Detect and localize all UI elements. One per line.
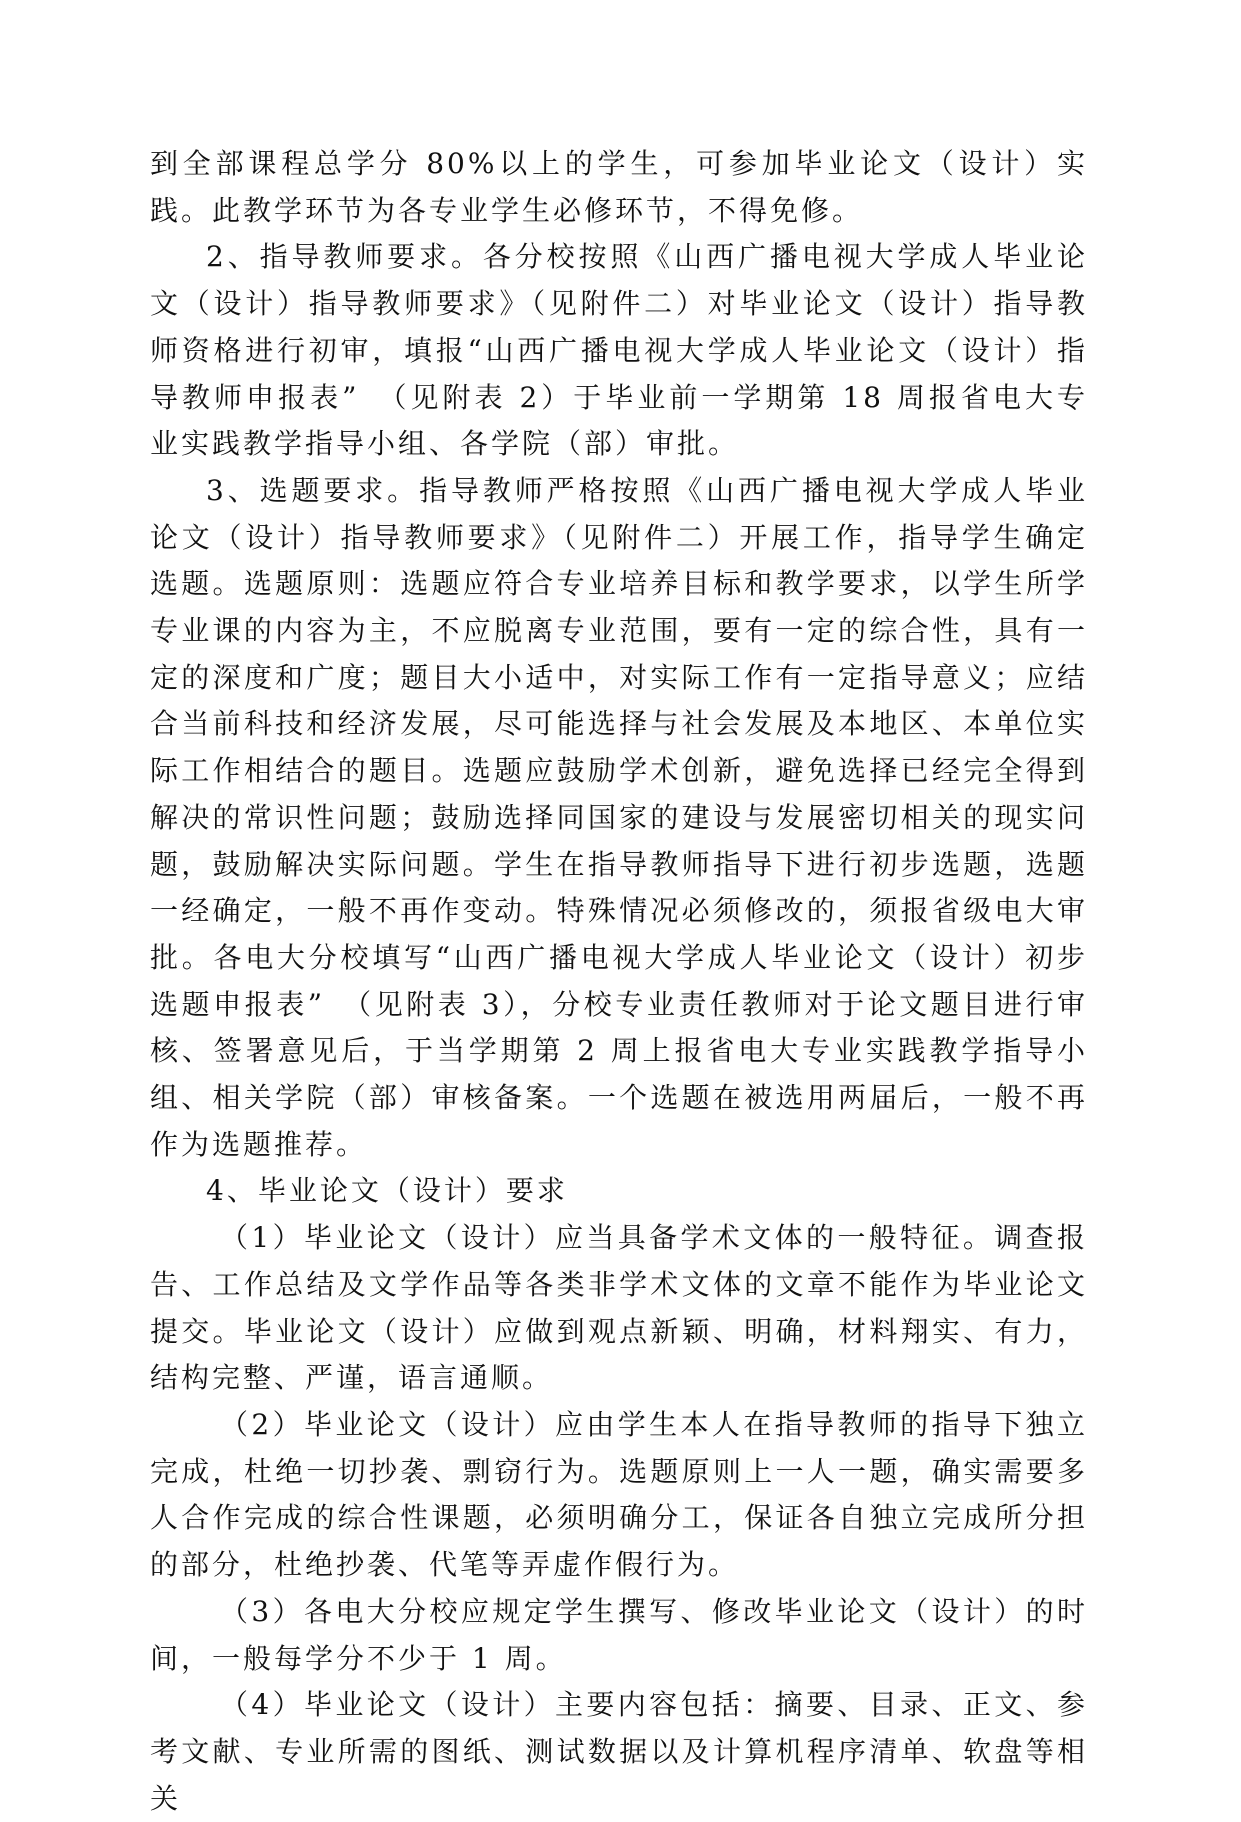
paragraph-topic-requirements: 3、选题要求。指导教师严格按照《山西广播电视大学成人毕业论文（设计）指导教师要求》（见附件二）开展工作，指导学生确定选题。选题原则：选题应符合专业培养目标和教学要求，以学生所学专业课的内容为主，不应脱离专业范围，要有一定的综合性，具有一定的深度和广度；题目大小适中，对实际工作有一定指导意义；应结合当前科技和经济发展，尽可能选择与社会发展及本地区、本单位实际工作相结合的题目。选题应鼓励学术创新，避免选择已经完全得到解决的常识性问题；鼓励选择同国家的建设与发展密切相关的现实问题，鼓励解决实际问题。学生在指导教师指导下进行初步选题，选题一经确定，一般不再作变动。特殊情况必须修改的，须报省级电大审批。各电大分校填写“山西广播电视大学成人毕业论文（设计）初步选题申报表” （见附表 3），分校专业责任教师对于论文题目进行审核、签署意见后，于当学期第 2 周上报省电大专业实践教学指导小组、相关学院（部）审核备案。一个选题在被选用两届后，一般不再作为选题推荐。 bbox=[150, 473, 1088, 1161]
paragraph-eligibility: 到全部课程总学分 80%以上的学生，可参加毕业论文（设计）实践。此教学环节为各专业学生必修环节，不得免修。 bbox=[150, 147, 1088, 227]
paragraph-item-3: （3）各电大分校应规定学生撰写、修改毕业论文（设计）的时间，一般每学分不少于 1 周。 bbox=[150, 1594, 1088, 1675]
body-text bbox=[150, 141, 1088, 1822]
paragraph-item-2: （2）毕业论文（设计）应由学生本人在指导教师的指导下独立完成，杜绝一切抄袭、剽窃行为。选题原则上一人一题，确实需要多人合作完成的综合性课题，必须明确分工，保证各自独立完成所分担的部分，杜绝抄袭、代笔等弄虚作假行为。 bbox=[150, 1407, 1088, 1582]
paragraph-item-4: （4）毕业论文（设计）主要内容包括：摘要、目录、正文、参考文献、专业所需的图纸、测试数据以及计算机程序清单、软盘等相关 bbox=[150, 1688, 1088, 1815]
paragraph-advisor-requirements: 2、指导教师要求。各分校按照《山西广播电视大学成人毕业论文（设计）指导教师要求》（见附件二）对毕业论文（设计）指导教师资格进行初审，填报“山西广播电视大学成人毕业论文（设计）指导教师申报表” （见附表 2）于毕业前一学期第 18 周报省电大专业实践教学指导小组、各学院（部）审批。 bbox=[150, 240, 1088, 461]
section-heading-thesis-requirements: 4、毕业论文（设计）要求 bbox=[206, 1174, 568, 1208]
paragraph-item-1: （1）毕业论文（设计）应当具备学术文体的一般特征。调查报告、工作总结及文学作品等各类非学术文体的文章不能作为毕业论文提交。毕业论文（设计）应做到观点新颖、明确，材料翔实、有力，结构完整、严谨，语言通顺。 bbox=[150, 1221, 1088, 1395]
